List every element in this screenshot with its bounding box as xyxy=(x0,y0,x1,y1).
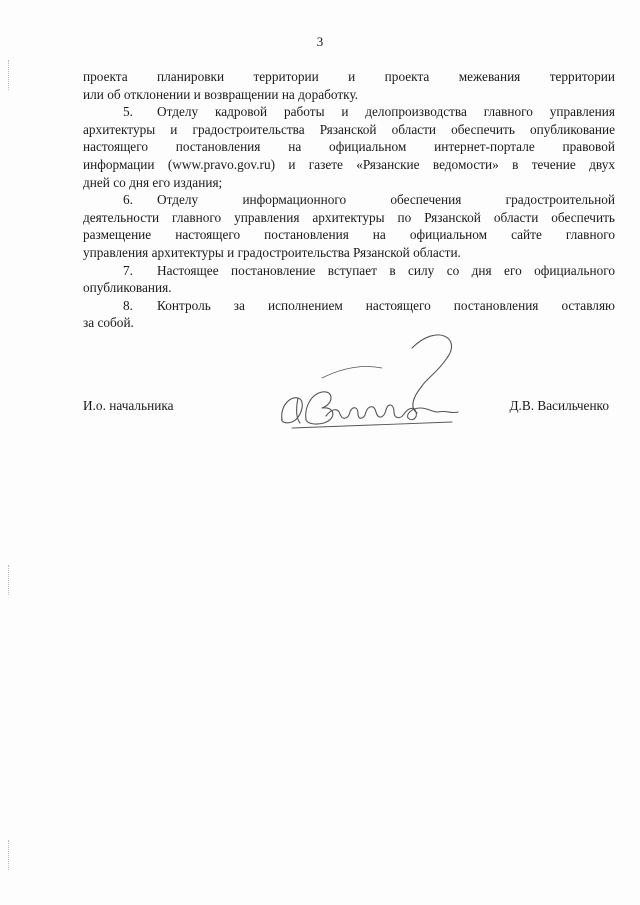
paragraph-number: 5. xyxy=(123,104,133,120)
handwritten-signature xyxy=(262,328,472,438)
paragraph-7 xyxy=(83,262,615,297)
paragraph-number: 6. xyxy=(123,192,133,208)
text-fragment: Отделу информационного обеспечения градостроительной xyxy=(157,192,615,208)
signatory-position: И.о. начальника xyxy=(83,398,174,413)
text-line: опубликования. xyxy=(83,280,172,296)
text-line: за собой. xyxy=(83,315,134,331)
text-line: размещение настоящего постановления на официальном сайте главного xyxy=(83,227,615,243)
text-line xyxy=(83,297,615,315)
text-fragment: Отделу кадровой работы и делопроизводства главного управления xyxy=(157,104,615,120)
scan-margin-mark xyxy=(8,565,12,595)
signature-block xyxy=(83,398,615,418)
scan-margin-mark xyxy=(8,60,12,90)
text-line: управления архитектуры и градостроительства Рязанской области. xyxy=(83,244,461,260)
text-line: деятельности главного управления архитектуры по Рязанской области обеспечить xyxy=(83,209,615,225)
paragraph-number: 8. xyxy=(123,297,133,313)
paragraph-number: 7. xyxy=(123,262,133,278)
text-fragment: Контроль за исполнением настоящего постановления оставляю xyxy=(157,297,615,313)
page-number: 3 xyxy=(316,34,324,49)
signatory-name: Д.В. Васильченко xyxy=(509,398,609,413)
text-line: настоящего постановления на официальном интернет-портале правовой xyxy=(83,139,615,155)
paragraph-8 xyxy=(83,297,615,332)
document-body xyxy=(83,68,615,332)
paragraph-5 xyxy=(83,103,615,191)
text-line: проекта планировки территории и проекта межевания территории xyxy=(83,69,615,84)
text-line: или об отклонении и возвращении на доработку. xyxy=(83,86,359,102)
text-line: информации (www.pravo.gov.ru) и газете «Рязанские ведомости» в течение двух xyxy=(83,156,615,172)
text-line xyxy=(83,262,615,280)
text-line: архитектуры и градостроительства Рязанской области обеспечить опубликование xyxy=(83,121,615,137)
text-line xyxy=(83,103,615,121)
paragraph-continuation xyxy=(83,68,615,103)
scan-margin-mark xyxy=(8,840,12,870)
text-line: дней со дня его издания; xyxy=(83,174,223,190)
text-line xyxy=(83,191,615,209)
text-fragment: Настоящее постановление вступает в силу со дня его официального xyxy=(157,262,615,278)
paragraph-6 xyxy=(83,191,615,261)
